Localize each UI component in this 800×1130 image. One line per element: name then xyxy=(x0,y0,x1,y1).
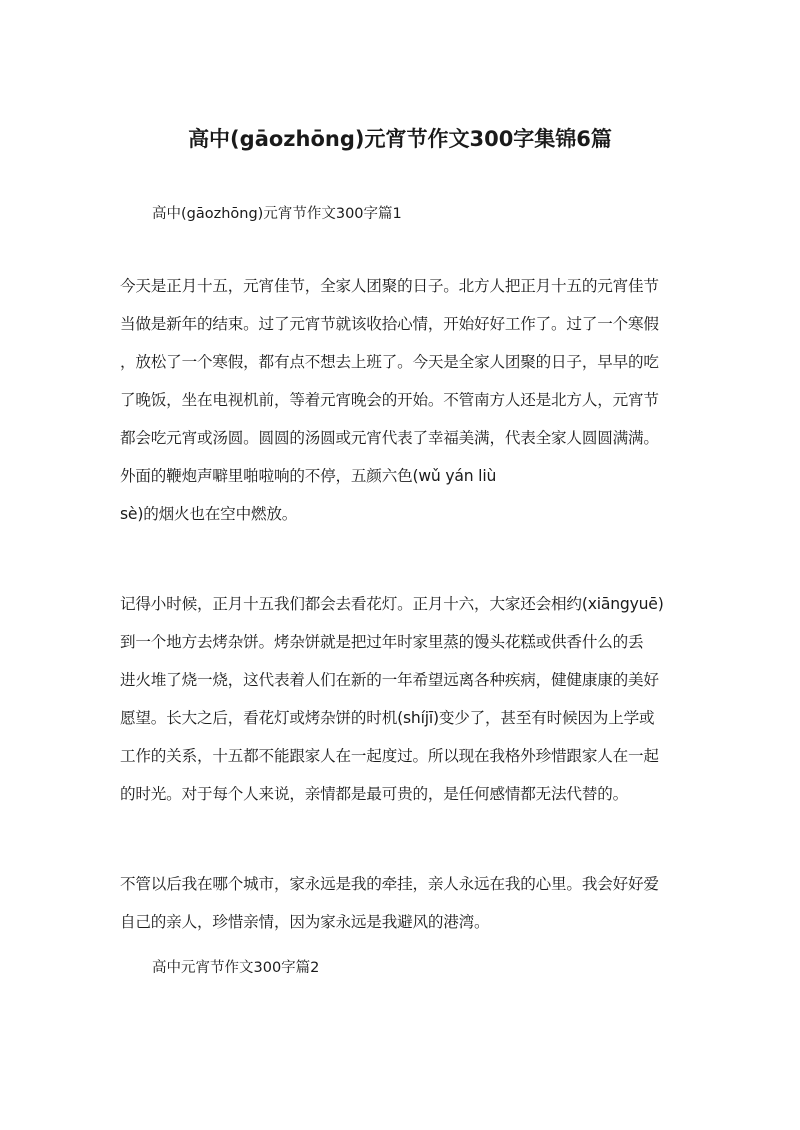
paragraph-line: 记得小时候，正月十五我们都会去看花灯。正月十六，大家还会相约(xiāngyuē) xyxy=(120,595,664,613)
paragraph-line: 进火堆了烧一烧，这代表着人们在新的一年希望远离各种疾病，健健康康的美好 xyxy=(120,671,659,689)
paragraph-line: 当做是新年的结束。过了元宵节就该收拾心情，开始好好工作了。过了一个寒假 xyxy=(120,315,659,333)
paragraph-line: 到一个地方去烤杂饼。烤杂饼就是把过年时家里蒸的馒头花糕或供香什么的丢 xyxy=(120,633,644,651)
paragraph-line: 不管以后我在哪个城市，家永远是我的牵挂，亲人永远在我的心里。我会好好爱 xyxy=(120,875,659,893)
paragraph-line: sè)的烟火也在空中燃放。 xyxy=(120,505,298,523)
paragraph-line: ，放松了一个寒假，都有点不想去上班了。今天是全家人团聚的日子，早早的吃 xyxy=(120,353,659,371)
paragraph-line: 外面的鞭炮声噼里啪啦响的不停，五颜六色(wǔ yán liù xyxy=(120,467,497,485)
paragraph-line: 的时光。对于每个人来说，亲情都是最可贵的，是任何感情都无法代替的。 xyxy=(120,785,628,803)
paragraph-line: 愿望。长大之后，看花灯或烤杂饼的时机(shíjī)变少了，甚至有时候因为上学或 xyxy=(120,709,655,727)
paragraph-line: 今天是正月十五，元宵佳节，全家人团聚的日子。北方人把正月十五的元宵佳节 xyxy=(120,277,659,295)
paragraph-line: 工作的关系，十五都不能跟家人在一起度过。所以现在我格外珍惜跟家人在一起 xyxy=(120,747,659,765)
paragraph-line: 自己的亲人，珍惜亲情，因为家永远是我避风的港湾。 xyxy=(120,913,490,931)
section-heading: 高中元宵节作文300字篇2 xyxy=(152,960,320,976)
document-title: 高中(gāozhōng)元宵节作文300字集锦6篇 xyxy=(188,127,612,151)
paragraph-line: 了晚饭，坐在电视机前，等着元宵晚会的开始。不管南方人还是北方人，元宵节 xyxy=(120,391,659,409)
section-heading: 高中(gāozhōng)元宵节作文300字篇1 xyxy=(152,206,402,222)
paragraph-line: 都会吃元宵或汤圆。圆圆的汤圆或元宵代表了幸福美满，代表全家人圆圆满满。 xyxy=(120,429,659,447)
